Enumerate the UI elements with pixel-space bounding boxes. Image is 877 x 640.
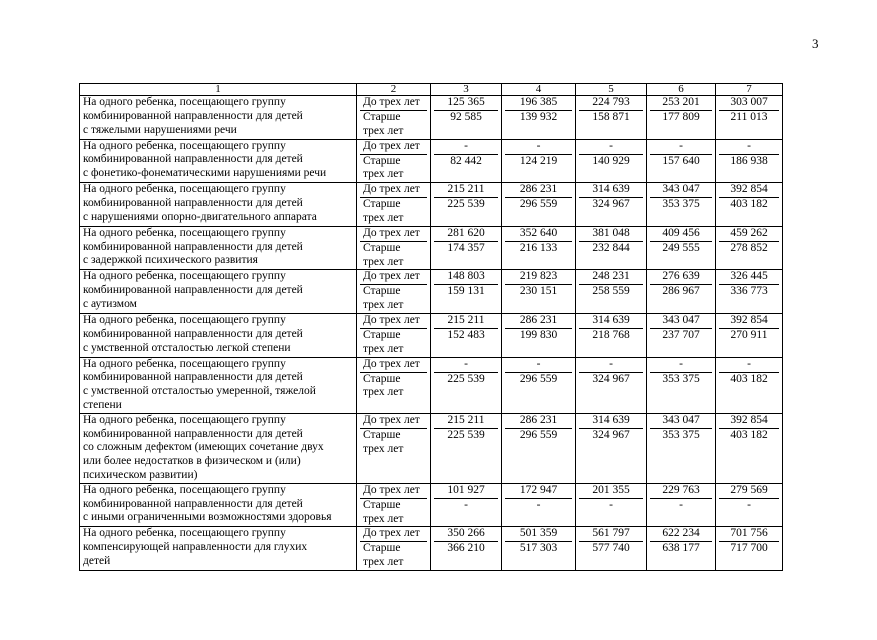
value-cell: [502, 183, 576, 227]
value-text: 336 773: [719, 284, 779, 299]
value-text: 201 355: [592, 483, 630, 496]
table-row: [80, 483, 783, 527]
value-cell: [502, 139, 576, 183]
category-cell: На одного ребенка, посещающего группу комбинированной направленности для детей с умственной отсталостью умеренной, тяжелой степени: [80, 357, 357, 413]
value-text: 314 639: [592, 183, 630, 196]
age-group-cell: [357, 357, 431, 413]
value-text: 392 854: [730, 413, 768, 426]
value-text: 225 539: [434, 372, 498, 387]
value-cell: [502, 413, 576, 483]
value-cell: [576, 313, 647, 357]
age-group-cell: [357, 183, 431, 227]
value-text: 152 483: [434, 328, 498, 343]
value-cell: [431, 270, 502, 314]
value-cell: [576, 527, 647, 571]
value-text: -: [464, 357, 468, 370]
value-text: 561 797: [592, 527, 630, 540]
value-cell: [716, 483, 783, 527]
value-text: 324 967: [579, 372, 643, 387]
table-row: [80, 139, 783, 183]
table-row: [80, 270, 783, 314]
value-text: 218 768: [579, 328, 643, 343]
value-text: 216 133: [505, 241, 572, 256]
value-text: -: [536, 139, 541, 152]
value-cell: [647, 226, 716, 270]
age-group-cell: [357, 270, 431, 314]
value-text: 101 927: [447, 483, 485, 496]
age-group-label: До трех лет: [363, 96, 420, 108]
age-group-label: До трех лет: [363, 527, 420, 540]
value-text: 286 231: [519, 313, 558, 326]
value-text: 281 620: [447, 226, 485, 239]
value-text: 343 047: [662, 313, 700, 326]
header-cell-3: 3: [431, 84, 502, 96]
value-cell: [502, 357, 576, 413]
value-text: 366 210: [434, 541, 498, 556]
age-group-label: До трех лет: [363, 270, 420, 283]
value-text: 124 219: [505, 154, 572, 169]
value-cell: [431, 483, 502, 527]
value-text: 279 569: [730, 483, 768, 496]
value-text: 459 262: [730, 226, 768, 239]
category-cell: На одного ребенка, посещающего группу комбинированной направленности для детей с фонетико-фонематическими нарушениями речи: [80, 139, 357, 183]
age-group-cell: [357, 413, 431, 483]
value-text: -: [609, 357, 613, 370]
header-cell-4: 4: [502, 84, 576, 96]
value-cell: [431, 139, 502, 183]
value-text: 249 555: [650, 241, 712, 256]
value-cell: [431, 313, 502, 357]
value-text: 215 211: [447, 413, 485, 426]
value-text: 237 707: [650, 328, 712, 343]
value-cell: [647, 357, 716, 413]
age-group-label: До трех лет: [363, 313, 420, 326]
age-group-label: Старше трех лет: [360, 110, 427, 139]
value-cell: [576, 357, 647, 413]
value-text: 177 809: [650, 110, 712, 125]
value-text: 286 231: [519, 183, 558, 196]
value-cell: [716, 527, 783, 571]
value-cell: [576, 413, 647, 483]
age-group-label: До трех лет: [363, 483, 420, 496]
value-text: -: [609, 139, 613, 152]
age-group-label: До трех лет: [363, 183, 420, 196]
header-cell-7: 7: [716, 84, 783, 96]
value-text: -: [579, 498, 643, 513]
value-cell: [716, 313, 783, 357]
value-cell: [502, 226, 576, 270]
value-text: -: [464, 139, 468, 152]
value-cell: [716, 96, 783, 140]
value-text: 353 375: [650, 372, 712, 387]
value-text: 577 740: [579, 541, 643, 556]
table-row: [80, 96, 783, 140]
value-text: 253 201: [662, 96, 700, 108]
table-header-row: [80, 84, 783, 96]
value-text: 157 640: [650, 154, 712, 169]
value-text: 248 231: [592, 270, 630, 283]
cost-table: [79, 83, 783, 571]
category-cell: На одного ребенка, посещающего группу комбинированной направленности для детей с аутизмом: [80, 270, 357, 314]
category-cell: На одного ребенка, посещающего группу компенсирующей направленности для глухих детей: [80, 527, 357, 571]
value-text: -: [747, 139, 751, 152]
value-cell: [647, 413, 716, 483]
value-cell: [576, 139, 647, 183]
value-text: 343 047: [662, 413, 700, 426]
value-text: 296 559: [505, 197, 572, 212]
value-text: 392 854: [730, 183, 768, 196]
value-text: 352 640: [519, 226, 558, 239]
category-cell: На одного ребенка, посещающего группу комбинированной направленности для детей со сложным дефектом (имеющих сочетание двух или более недостатков в физическом и (или) психическом развитии): [80, 413, 357, 483]
value-text: 638 177: [650, 541, 712, 556]
value-text: 409 456: [662, 226, 700, 239]
value-cell: [576, 96, 647, 140]
value-cell: [716, 357, 783, 413]
category-cell: На одного ребенка, посещающего группу комбинированной направленности для детей с тяжелыми нарушениями речи: [80, 96, 357, 140]
value-text: 353 375: [650, 197, 712, 212]
header-cell-5: 5: [576, 84, 647, 96]
age-group-cell: [357, 483, 431, 527]
table-row: [80, 226, 783, 270]
value-text: 296 559: [505, 372, 572, 387]
value-text: 158 871: [579, 110, 643, 125]
value-text: 229 763: [662, 483, 700, 496]
table-row: [80, 413, 783, 483]
value-cell: [647, 183, 716, 227]
table-row: [80, 183, 783, 227]
value-cell: [716, 270, 783, 314]
value-cell: [502, 313, 576, 357]
value-text: 230 151: [505, 284, 572, 299]
value-text: 303 007: [730, 96, 768, 108]
value-text: 159 131: [434, 284, 498, 299]
value-cell: [502, 96, 576, 140]
value-text: 350 266: [447, 527, 485, 540]
category-cell: На одного ребенка, посещающего группу комбинированной направленности для детей с нарушениями опорно-двигательного аппарата: [80, 183, 357, 227]
value-cell: [431, 413, 502, 483]
value-text: 278 852: [719, 241, 779, 256]
value-text: 82 442: [434, 154, 498, 169]
value-text: 517 303: [505, 541, 572, 556]
value-text: 174 357: [434, 241, 498, 256]
header-cell-2: 2: [357, 84, 431, 96]
value-cell: [716, 139, 783, 183]
value-text: 701 756: [730, 527, 768, 540]
value-cell: [431, 226, 502, 270]
value-text: 392 854: [730, 313, 768, 326]
table-row: [80, 313, 783, 357]
age-group-cell: [357, 139, 431, 183]
value-text: 286 231: [519, 413, 558, 426]
value-text: -: [747, 357, 751, 370]
age-group-label: Старше трех лет: [360, 498, 427, 527]
table-row: [80, 357, 783, 413]
value-cell: [431, 357, 502, 413]
value-text: 324 967: [579, 197, 643, 212]
value-text: -: [650, 498, 712, 513]
value-text: 314 639: [592, 413, 630, 426]
value-text: 622 234: [662, 527, 700, 540]
value-cell: [716, 413, 783, 483]
age-group-label: Старше трех лет: [360, 197, 427, 226]
value-text: 324 967: [579, 428, 643, 443]
value-text: 717 700: [719, 541, 779, 556]
category-cell: На одного ребенка, посещающего группу комбинированной направленности для детей с задержкой психического развития: [80, 226, 357, 270]
value-text: -: [536, 357, 541, 370]
value-cell: [647, 313, 716, 357]
value-text: 314 639: [592, 313, 630, 326]
value-text: 199 830: [505, 328, 572, 343]
header-cell-1: 1: [80, 84, 357, 96]
age-group-label: Старше трех лет: [360, 372, 427, 401]
value-text: 140 929: [579, 154, 643, 169]
value-text: 225 539: [434, 197, 498, 212]
category-cell: На одного ребенка, посещающего группу комбинированной направленности для детей с иными ограниченными возможностями здоровья: [80, 483, 357, 527]
age-group-cell: [357, 226, 431, 270]
value-cell: [576, 226, 647, 270]
age-group-label: Старше трех лет: [360, 241, 427, 270]
age-group-label: До трех лет: [363, 139, 420, 152]
value-text: 403 182: [719, 197, 779, 212]
value-text: 286 967: [650, 284, 712, 299]
value-text: 196 385: [519, 96, 558, 108]
value-text: 224 793: [592, 96, 630, 108]
value-text: 232 844: [579, 241, 643, 256]
table-row: [80, 527, 783, 571]
value-text: -: [719, 498, 779, 513]
table-body: [80, 84, 783, 571]
age-group-label: Старше трех лет: [360, 284, 427, 313]
value-cell: [431, 183, 502, 227]
value-text: 353 375: [650, 428, 712, 443]
age-group-cell: [357, 527, 431, 571]
value-text: 139 932: [505, 110, 572, 125]
value-text: -: [434, 498, 498, 513]
value-text: 148 803: [447, 270, 485, 283]
category-cell: На одного ребенка, посещающего группу комбинированной направленности для детей с умственной отсталостью легкой степени: [80, 313, 357, 357]
value-cell: [647, 270, 716, 314]
value-cell: [576, 270, 647, 314]
age-group-label: До трех лет: [363, 413, 420, 426]
age-group-cell: [357, 96, 431, 140]
value-text: -: [679, 357, 683, 370]
value-text: -: [679, 139, 683, 152]
value-text: 215 211: [447, 313, 485, 326]
value-cell: [502, 483, 576, 527]
value-text: 343 047: [662, 183, 700, 196]
age-group-cell: [357, 313, 431, 357]
value-cell: [502, 270, 576, 314]
value-cell: [647, 96, 716, 140]
value-text: 258 559: [579, 284, 643, 299]
value-cell: [716, 226, 783, 270]
value-text: 186 938: [719, 154, 779, 169]
age-group-label: Старше трех лет: [360, 154, 427, 183]
value-text: 225 539: [434, 428, 498, 443]
value-text: 403 182: [719, 428, 779, 443]
value-cell: [716, 183, 783, 227]
age-group-label: Старше трех лет: [360, 541, 427, 570]
value-cell: [431, 527, 502, 571]
value-text: 92 585: [434, 110, 498, 125]
value-cell: [502, 527, 576, 571]
header-cell-6: 6: [647, 84, 716, 96]
value-text: 403 182: [719, 372, 779, 387]
value-text: 172 947: [519, 483, 558, 496]
value-cell: [431, 96, 502, 140]
value-cell: [576, 483, 647, 527]
value-cell: [647, 139, 716, 183]
value-text: 276 639: [662, 270, 700, 283]
age-group-label: Старше трех лет: [360, 328, 427, 357]
value-text: 381 048: [592, 226, 630, 239]
value-text: 296 559: [505, 428, 572, 443]
value-cell: [647, 527, 716, 571]
value-text: -: [505, 498, 572, 513]
age-group-label: Старше трех лет: [360, 428, 427, 457]
value-text: 270 911: [719, 328, 779, 343]
value-text: 326 445: [730, 270, 768, 283]
value-text: 219 823: [519, 270, 558, 283]
value-cell: [576, 183, 647, 227]
value-cell: [647, 483, 716, 527]
value-text: 125 365: [447, 96, 485, 108]
page-number: 3: [812, 36, 819, 51]
age-group-label: До трех лет: [363, 226, 420, 239]
value-text: 501 359: [519, 527, 558, 540]
age-group-label: До трех лет: [363, 357, 420, 370]
value-text: 211 013: [719, 110, 779, 125]
value-text: 215 211: [447, 183, 485, 196]
